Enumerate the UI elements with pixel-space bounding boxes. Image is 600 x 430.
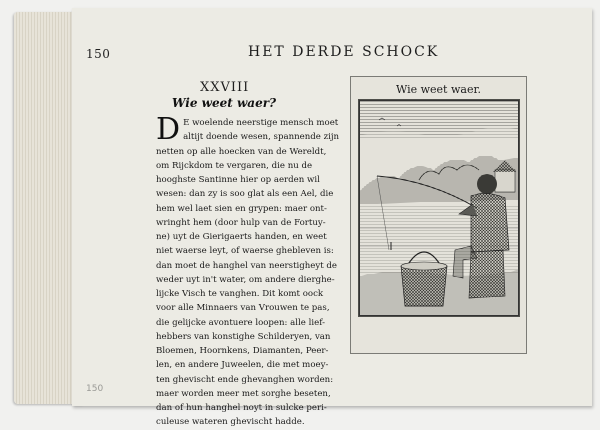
- text-line: hem wel laet sien en grypen: maer ont-: [156, 203, 327, 214]
- text-line: die gelijcke avontuere loopen: alle lief-: [156, 317, 325, 328]
- text-line: voor alle Minnaers van Vrouwen te pas,: [156, 303, 330, 314]
- text-line: wringht hem (door hulp van de Fortuy-: [156, 217, 326, 228]
- engraving-illustration: [358, 99, 520, 317]
- text-line: Bloemen, Hoornkens, Diamanten, Peer-: [156, 346, 329, 356]
- text-line: dan of hun hanghel noyt in sulcke peri-: [156, 403, 327, 413]
- chapter-title: Wie weet waer?: [172, 96, 277, 110]
- text-line: wesen: dan zy is soo glat als een Ael, die: [156, 189, 334, 200]
- text-line: len, en andere Juweelen, die met moey-: [156, 360, 329, 371]
- text-line: netten op alle hoecken van de Wereldt,: [156, 146, 327, 157]
- text-line: hebbers van konstighe Schilderyen, van: [156, 331, 331, 342]
- text-line: lijcke Visch te vanghen. Dit komt oock: [156, 289, 324, 299]
- text-line: weder uyt in't water, om andere dierghe-: [156, 274, 335, 285]
- page-number: 150: [86, 47, 111, 61]
- plate-caption: Wie weet waer.: [395, 83, 482, 96]
- body-text: [156, 112, 340, 430]
- text-line: niet waerse leyt, of waerse ghebleven is:: [156, 246, 334, 257]
- text-line: E woelende neerstige mensch moet: [183, 118, 339, 128]
- text-line: altijt doende wesen, spannende zijn: [183, 132, 340, 143]
- text-line: ne) uyt de Gierigaerts handen, en weet: [156, 232, 327, 242]
- engraving-plate: [350, 76, 527, 354]
- text-line: hooghste Santinne hier op aerden wil: [156, 175, 320, 185]
- running-head: HET DERDE SCHOCK: [248, 44, 440, 60]
- text-line: om Rijckdom te vergaren, die nu de: [156, 160, 313, 171]
- pencil-annotation: 150: [86, 384, 104, 394]
- text-line: culeuse wateren ghevischt hadde.: [156, 417, 305, 428]
- text-line: ten ghevischt ende ghevanghen worden:: [156, 374, 334, 385]
- drop-cap: D: [156, 112, 181, 147]
- text-line: dan moet de hanghel van neerstigheyt de: [156, 260, 338, 271]
- chapter-number: XXVIII: [200, 80, 250, 95]
- text-line: maer worden meer met sorghe beseten,: [156, 388, 331, 399]
